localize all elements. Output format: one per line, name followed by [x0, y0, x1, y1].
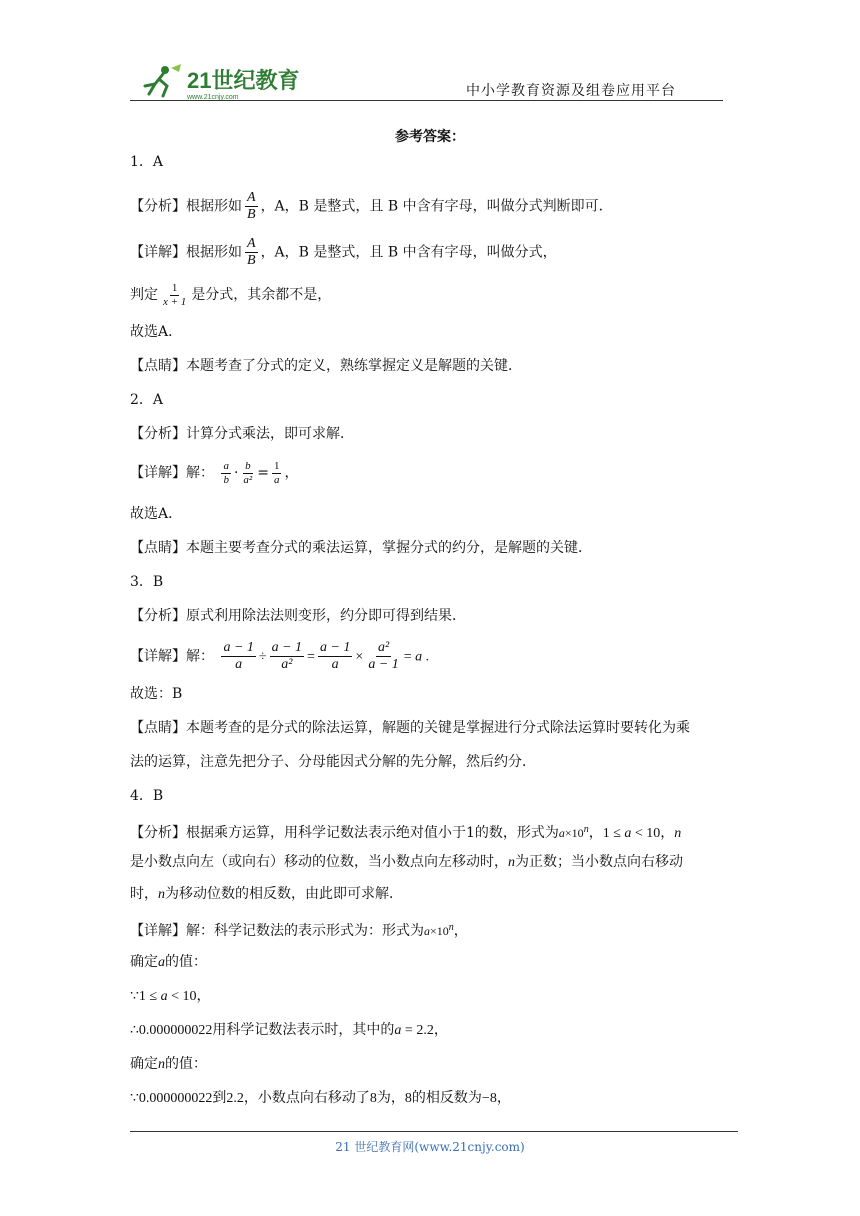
q3-analysis: 【分析】原式利用除法法则变形，约分即可得到结果．: [130, 608, 466, 624]
q4-analysis-3: 时，n为移动位数的相反数，由此即可求解．: [130, 886, 403, 902]
header-rule: [130, 100, 723, 101]
formula-fraction: $\frac{a}{b}$: [223, 460, 229, 486]
runner-icon: [145, 64, 181, 96]
q1-choose: 故选A．: [130, 324, 183, 340]
q3-comment-2: 法的运算，注意先把分子、分母能因式分解的先分解，然后约分．: [130, 754, 536, 770]
q1-answer: 1．A: [130, 154, 164, 170]
platform-title: 中小学教育资源及组卷应用平台: [466, 83, 676, 99]
svg-text:www.21cnjy.com: www.21cnjy.com: [187, 94, 239, 101]
q4-since-1: ∵1 ≤ a < 10，: [130, 988, 211, 1004]
q4-analysis-1: 【分析】根据乘方运算，用科学记数法表示绝对值小于1的数，形式为$a\times 10^n$，1 ≤ a < 10，n: [130, 824, 682, 841]
q1-judge: 判定 $\frac{1}{x + 1}$ 是分式，其余都不是，: [130, 282, 332, 308]
q2-choose: 故选A．: [130, 506, 183, 522]
page-title: 参考答案：: [395, 129, 465, 145]
q1-analysis: 【分析】根据形如 $\frac{A}{B}$ ，A，B 是整式，且 B 中含有字母，叫做分式判断即可．: [130, 190, 613, 223]
q3-choose: 故选：B: [130, 686, 183, 702]
q1-comment: 【点睛】本题考查了分式的定义，熟练掌握定义是解题的关键．: [130, 358, 522, 374]
q3-answer: 3．B: [130, 574, 164, 590]
fraction-a-over-b: $\frac{A}{B}$: [247, 190, 256, 223]
q2-answer: 2．A: [130, 392, 164, 408]
q2-comment: 【点睛】本题主要考查分式的乘法运算，掌握分式的约分，是解题的关键．: [130, 540, 592, 556]
q4-line-a: 确定a的值：: [130, 954, 207, 970]
q2-detail: 【详解】解： $\frac{a}{b}$ · $\frac{b}{\text{a²}}$ = $\frac{1}{a}$ ，: [130, 460, 299, 486]
footer-rule: [130, 1131, 738, 1132]
svg-text:21世纪教育: 21世纪教育: [187, 68, 300, 93]
q3-comment-1: 【点睛】本题考查的是分式的除法运算，解题的关键是掌握进行分式除法运算时要转化为乘: [130, 720, 690, 736]
q3-detail: 【详解】解： $\frac{a - 1}{a}$ ÷ $\frac{a - 1}{\text{a²}}$ = $\frac{a - 1}{a}$ × $\frac{\text{a²}}{a - 1}$ = a .: [130, 640, 430, 673]
q4-answer: 4．B: [130, 788, 164, 804]
site-logo: [135, 62, 305, 102]
fraction-one-over-x-plus-1: $\frac{1}{x + 1}$: [163, 282, 187, 308]
q4-since-2: ∵0.000000022到2.2，小数点向右移动了8为，8的相反数为−8，: [130, 1090, 511, 1106]
formula-fraction: $\frac{a - 1}{a}$: [223, 640, 254, 673]
footer-link[interactable]: 21 世纪教育网(www.21cnjy.com): [335, 1140, 525, 1154]
q2-analysis: 【分析】计算分式乘法，即可求解．: [130, 426, 354, 442]
q4-analysis-2: 是小数点向左（或向右）移动的位数，当小数点向左移动时，n为正数；当小数点向右移动: [130, 854, 683, 870]
q4-line-n: 确定n的值：: [130, 1056, 207, 1072]
fraction-a-over-b: $\frac{A}{B}$: [247, 236, 256, 269]
q1-detail: 【详解】根据形如 $\frac{A}{B}$ ，A，B 是整式，且 B 中含有字母，叫做分式，: [130, 236, 557, 269]
q4-therefore: ∴0.000000022用科学记数法表示时，其中的a = 2.2，: [130, 1022, 448, 1038]
q4-detail: 【详解】解：科学记数法的表示形式为：形式为$a\times 10^n$，: [130, 922, 468, 939]
